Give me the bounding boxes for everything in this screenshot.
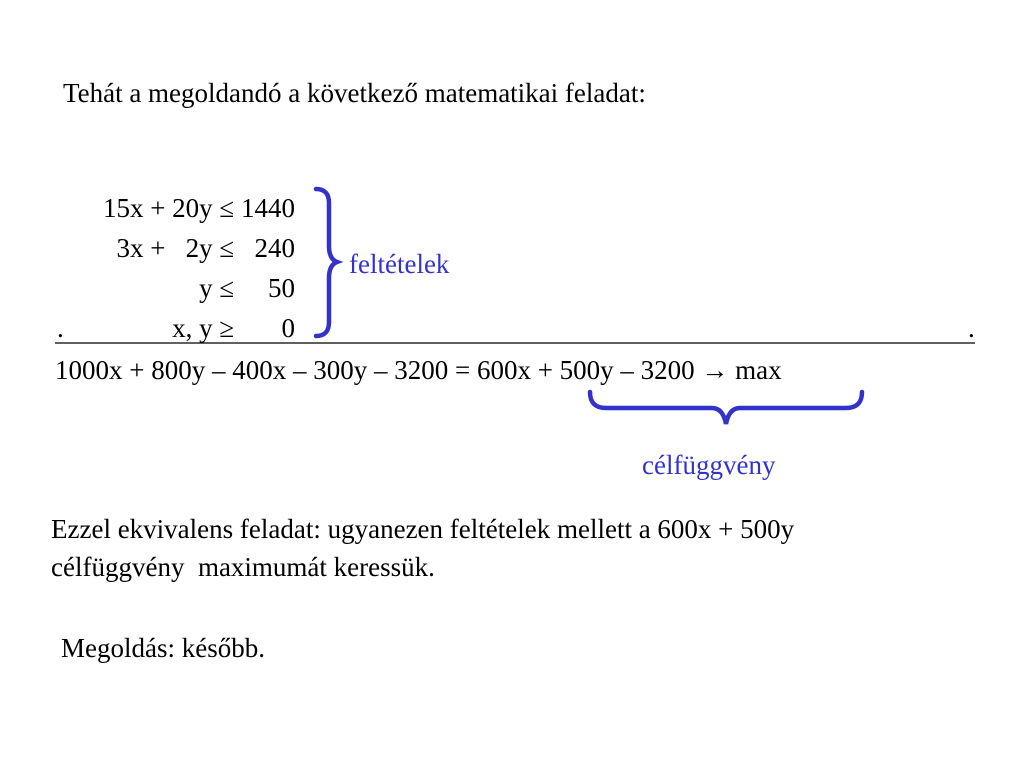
constraint-row-4: x, y ≥ 0 bbox=[172, 313, 295, 343]
intro-text: Tehát a megoldandó a következő matematikai feladat: bbox=[63, 78, 646, 108]
constraint-row-4-dot: . bbox=[57, 313, 64, 343]
constraint-row-1: 15x + 20y ≤ 1440 bbox=[102, 193, 295, 223]
separator-end-dot: . bbox=[968, 313, 975, 343]
constraint-row-2: 3x + 2y ≤ 240 bbox=[116, 233, 295, 263]
objective-label: célfüggvény bbox=[642, 450, 776, 480]
constraints-brace bbox=[316, 189, 337, 336]
constraint-row-3: y ≤ 50 bbox=[199, 273, 295, 303]
objective-expression: 1000x + 800y – 400x – 300y – 3200 = 600x + 500y – 3200 → max bbox=[55, 355, 782, 385]
solution-text: Megoldás: később. bbox=[61, 633, 265, 663]
objective-brace bbox=[590, 392, 862, 424]
paragraph-line-1: Ezzel ekvivalens feladat: ugyanezen feltételek mellett a 600x + 500y bbox=[51, 514, 795, 544]
constraints-label: feltételek bbox=[349, 249, 450, 279]
paragraph-line-2: célfüggvény maximumát keressük. bbox=[51, 552, 435, 582]
